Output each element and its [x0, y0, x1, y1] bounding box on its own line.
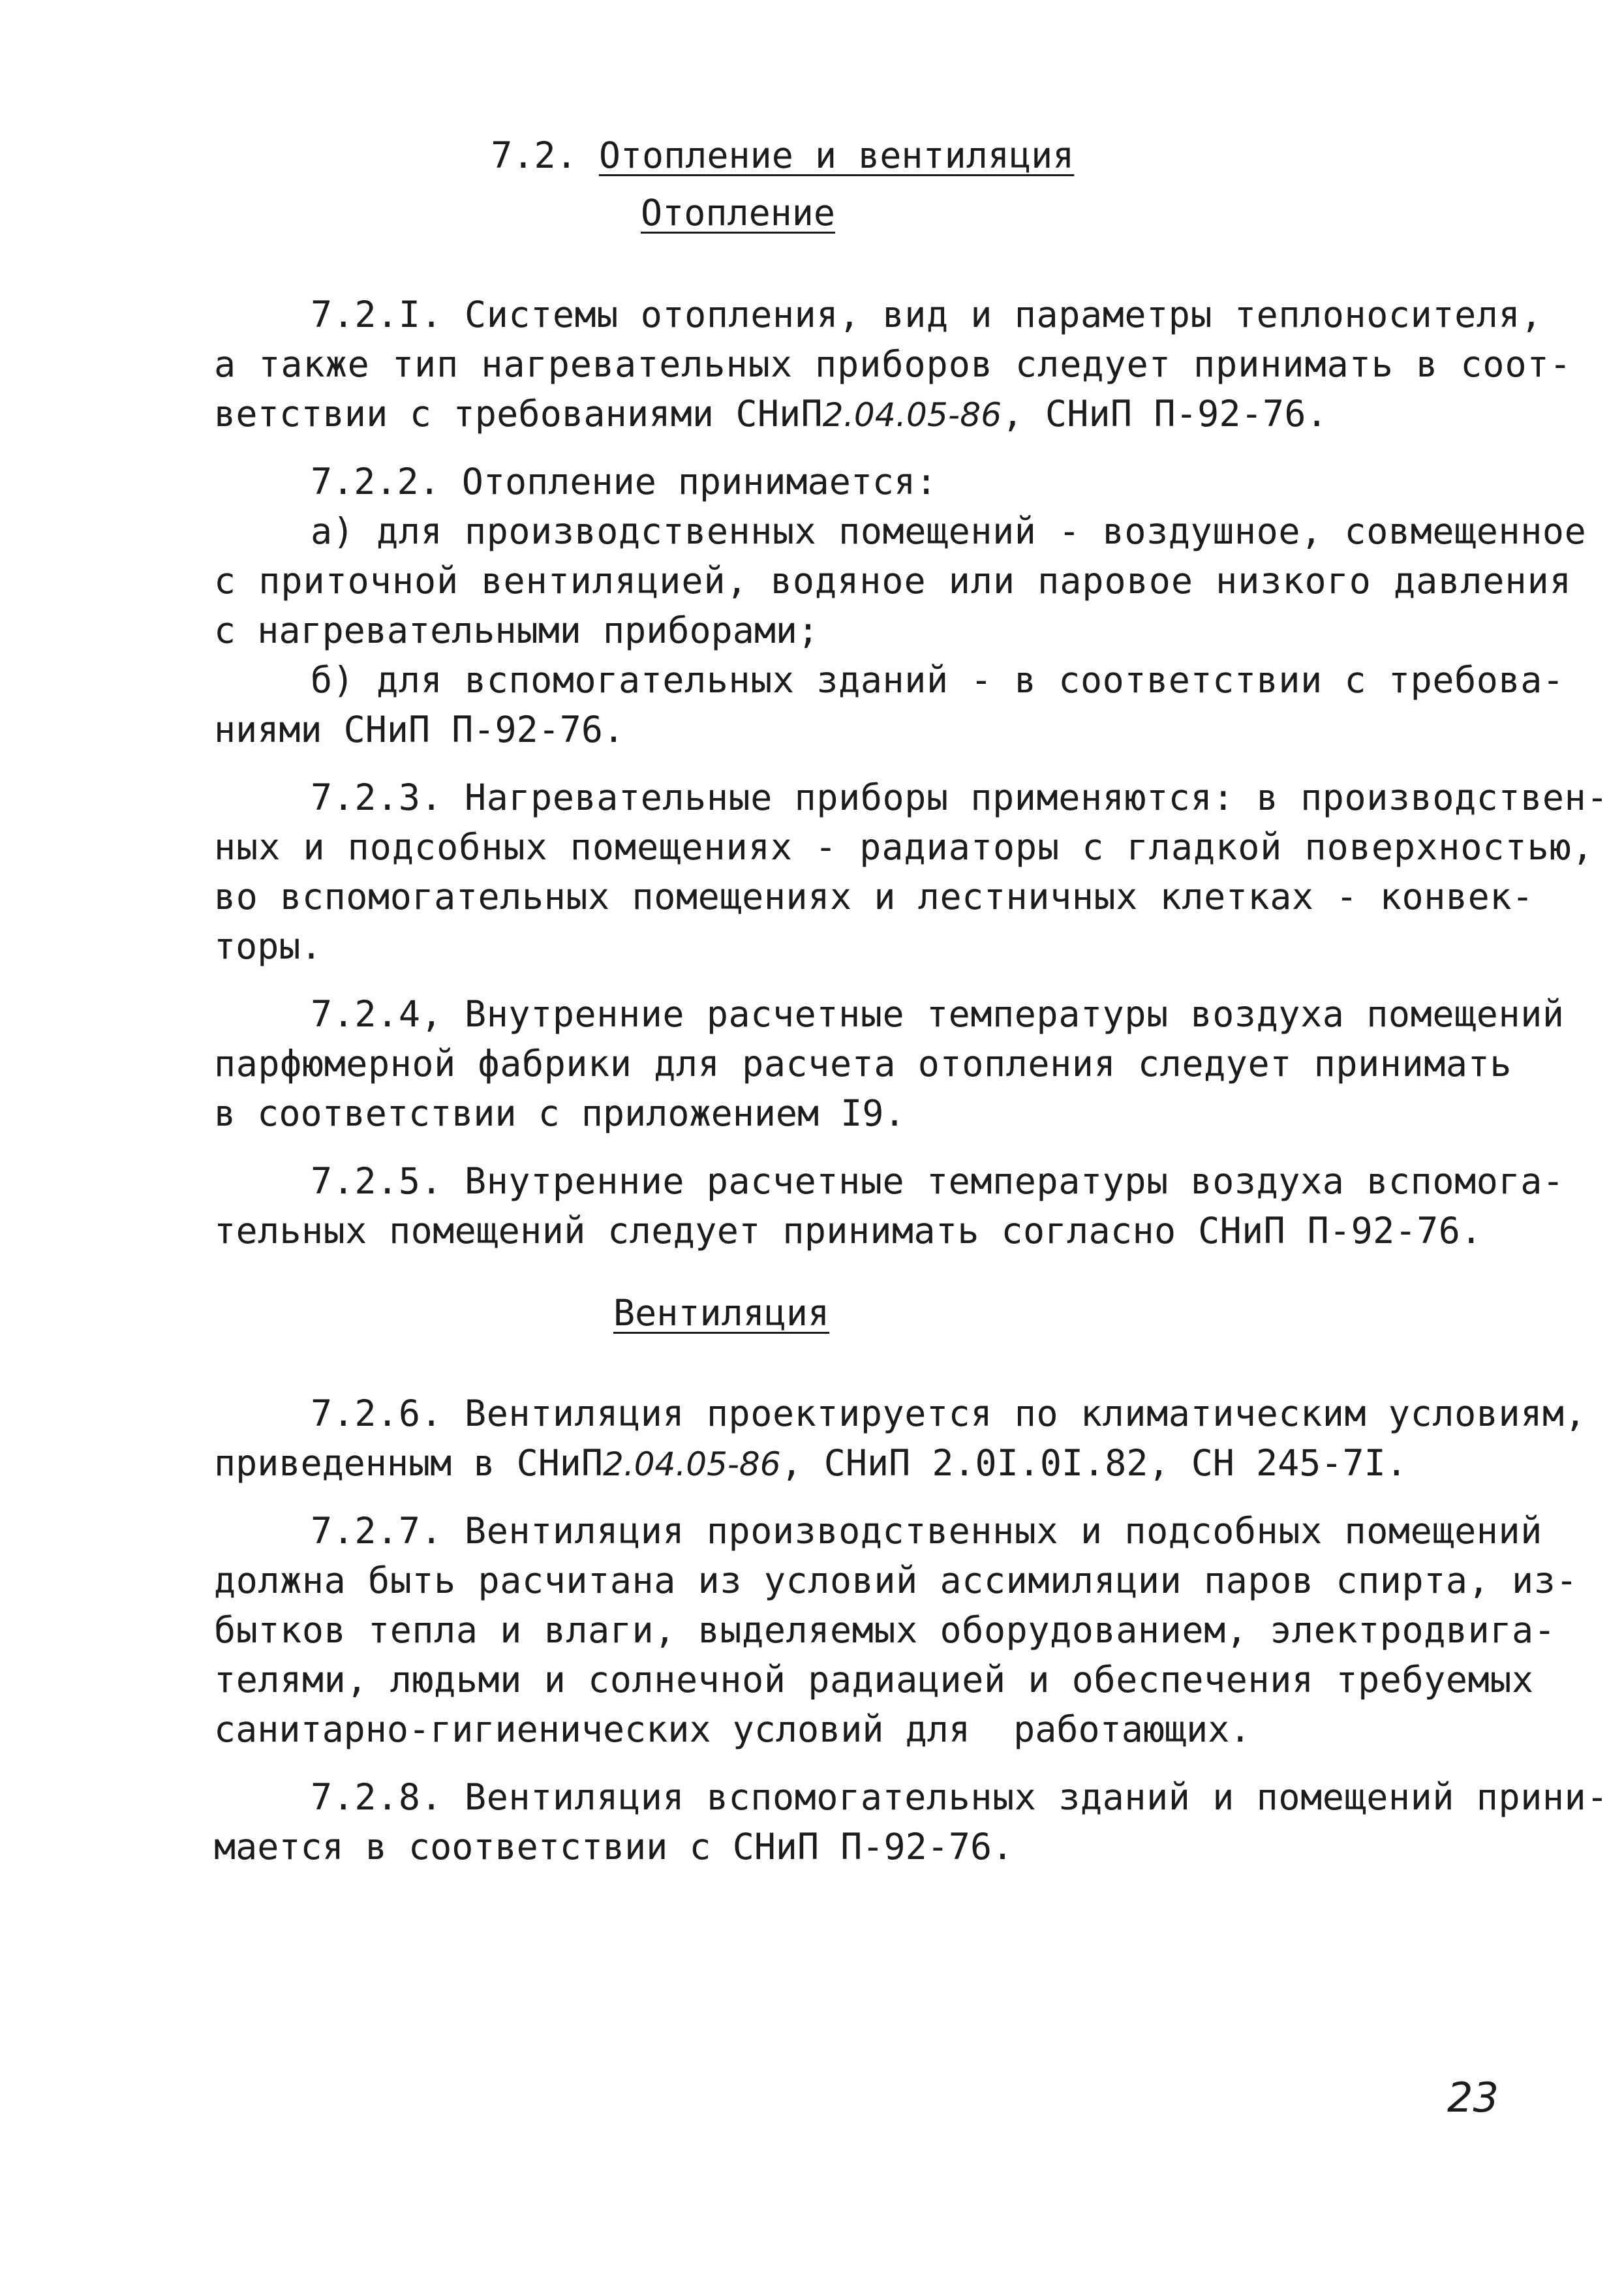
page-number: 23: [1447, 2074, 1499, 2121]
para-7-2-1-line-3: [214, 393, 1328, 436]
para-7-2-6-line-2: [214, 1442, 1407, 1485]
para-7-2-4-line-2: парфюмерной фабрики для расчета отопления следует принимать: [214, 1043, 1512, 1085]
section-number: 7.2.: [491, 134, 577, 176]
para-7-2-7-line-2: должна быть расчитана из условий ассимиляции паров спирта, из-: [214, 1560, 1578, 1601]
subsection-heating-title: Отопление: [641, 192, 836, 234]
para-7-2-3-line-2: ных и подсобных помещениях - радиаторы с гладкой поверхностью,: [214, 826, 1594, 868]
para-7-2-7-line-4: телями, людьми и солнечной радиацией и обеспечения требуемых: [214, 1659, 1534, 1701]
text: , СНиП 2.0I.0I.82, СН 245-7I.: [780, 1442, 1407, 1484]
handwritten-code: 2.04.05-86: [822, 396, 1002, 434]
para-7-2-1-line-1: 7.2.I. Системы отопления, вид и параметры теплоносителя,: [311, 294, 1542, 335]
para-7-2-7-line-5: санитарно-гигиенических условий для работающих.: [214, 1708, 1251, 1750]
section-heading: [448, 93, 1074, 176]
para-7-2-3-line-1: 7.2.3. Нагревательные приборы применяются: в производствен-: [311, 777, 1609, 818]
section-title: Отопление и вентиляция: [598, 134, 1075, 176]
para-7-2-4-line-1: 7.2.4, Внутренние расчетные температуры воздуха помещений: [311, 993, 1565, 1035]
para-7-2-8-line-2: мается в соответствии с СНиП П-92-76.: [214, 1826, 1014, 1868]
para-7-2-2-line-5: б) для вспомогательных зданий - в соответствии с требова-: [311, 659, 1565, 701]
para-7-2-7-line-1: 7.2.7. Вентиляция производственных и подсобных помещений: [311, 1510, 1542, 1552]
para-7-2-3-line-3: во вспомогательных помещениях и лестничных клетках - конвек-: [214, 876, 1534, 917]
para-7-2-2-line-6: ниями СНиП П-92-76.: [214, 709, 625, 750]
text: ветствии с требованиями СНиП: [214, 393, 823, 435]
para-7-2-1-line-2: а также тип нагревательных приборов следует принимать в соот-: [214, 343, 1572, 385]
text: , СНиП П-92-76.: [1002, 393, 1328, 435]
para-7-2-7-line-3: бытков тепла и влаги, выделяемых оборудованием, электродвига-: [214, 1609, 1556, 1651]
para-7-2-6-line-1: 7.2.6. Вентиляция проектируется по климатическим условиям,: [311, 1393, 1587, 1434]
para-7-2-5-line-1: 7.2.5. Внутренние расчетные температуры воздуха вспомога-: [311, 1160, 1565, 1202]
para-7-2-4-line-3: в соответствии с приложением I9.: [214, 1092, 906, 1134]
para-7-2-2-line-1: 7.2.2. Отопление принимается:: [311, 461, 938, 502]
para-7-2-2-line-4: с нагревательными приборами;: [214, 609, 820, 651]
para-7-2-2-line-3: с приточной вентиляцией, водяное или паровое низкого давления: [214, 560, 1572, 602]
para-7-2-2-line-2: а) для производственных помещений - воздушное, совмещенное: [311, 510, 1587, 552]
para-7-2-3-line-4: торы.: [214, 925, 322, 967]
subsection-ventilation-title: Вентиляция: [613, 1292, 830, 1334]
para-7-2-8-line-1: 7.2.8. Вентиляция вспомогательных зданий и помещений прини-: [311, 1776, 1609, 1818]
handwritten-code: 2.04.05-86: [603, 1445, 781, 1483]
para-7-2-5-line-2: тельных помещений следует принимать согласно СНиП П-92-76.: [214, 1210, 1482, 1252]
text: приведенным в СНиП: [214, 1442, 604, 1484]
